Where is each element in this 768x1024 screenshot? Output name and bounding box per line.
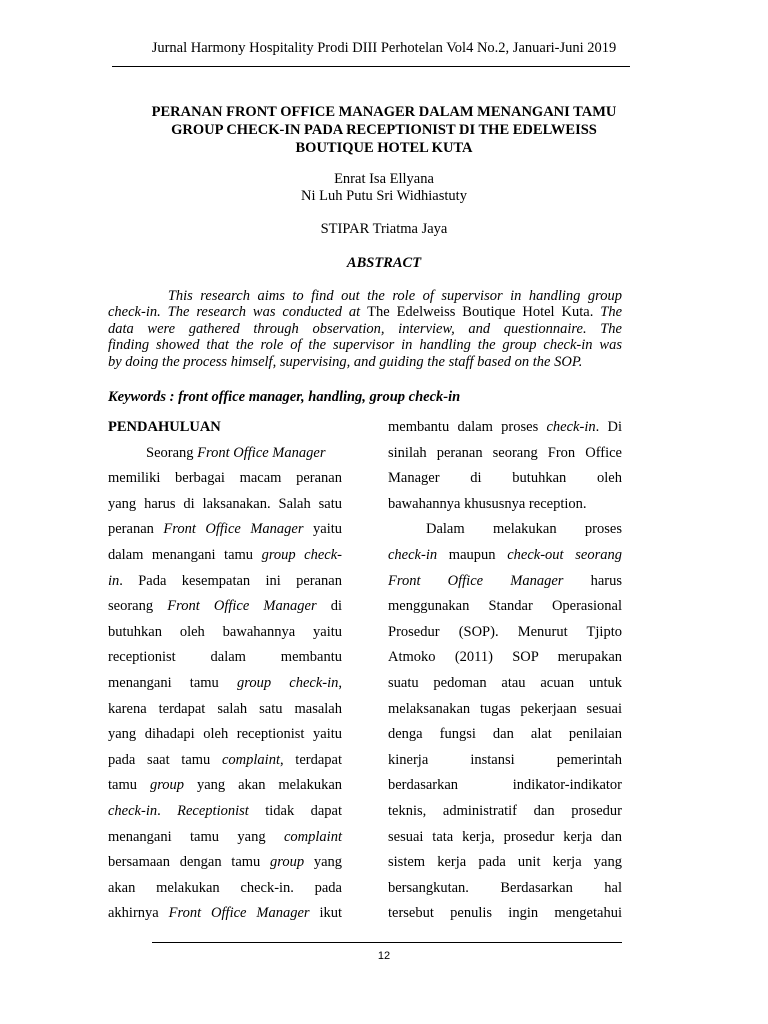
article-title-line: PERANAN FRONT OFFICE MANAGER DALAM MENANGANI TAMU xyxy=(151,104,617,120)
abstract-line: check-in. The research was conducted at The Edelweiss Boutique Hotel Kuta. The xyxy=(108,304,622,321)
paragraph-line: bersamaan dengan tamu group yang xyxy=(108,854,343,871)
paragraph-line: yang harus di laksanakan. Salah satu xyxy=(108,495,342,512)
paragraph-line: tersebut penulis ingin mengetahui xyxy=(388,905,622,922)
paragraph-line: denga fungsi dan alat penilaian xyxy=(388,726,622,743)
article-title-line: GROUP CHECK-IN PADA RECEPTIONIST DI THE EDELWEISS xyxy=(171,122,597,138)
abstract-line: This research aims to find out the role of supervisor in handling group xyxy=(108,288,622,304)
paragraph-line: pada saat tamu complaint, terdapat xyxy=(108,751,342,768)
paragraph-line: Dalam melakukan proses xyxy=(426,521,622,538)
section-heading: PENDAHULUAN xyxy=(108,419,221,435)
abstract-line: finding showed that the role of the supervisor in handling the group check-in was xyxy=(108,337,622,354)
paragraph-line: akhirnya Front Office Manager ikut xyxy=(108,905,342,922)
paragraph-line: bawahannya khususnya reception. xyxy=(388,495,587,512)
paragraph-line: tamu group yang akan melakukan xyxy=(108,777,343,794)
body-column-right xyxy=(388,415,622,927)
paragraph-line: memiliki berbagai macam peranan xyxy=(108,470,342,487)
author-name: Enrat Isa Ellyana xyxy=(334,171,434,187)
paragraph-line: menangani tamu yang complaint xyxy=(108,828,342,845)
paragraph-line: sistem kerja pada unit kerja yang xyxy=(388,854,622,871)
page-number: 12 xyxy=(377,950,391,962)
abstract-line: data were gathered through observation, interview, and questionnaire. The xyxy=(108,320,622,337)
paragraph-line: butuhkan oleh bawahannya yaitu xyxy=(108,623,342,640)
paragraph-line: bersangkutan. Berdasarkan hal xyxy=(388,879,622,896)
paragraph-line: Front Office Manager harus xyxy=(388,572,622,589)
paragraph-line: sinilah peranan seorang Fron Office xyxy=(388,444,622,461)
paragraph-line: menggunakan Standar Operasional xyxy=(388,598,622,615)
header-divider xyxy=(112,66,630,67)
paragraph-line: menangani tamu group check-in, xyxy=(108,674,342,691)
keywords: Keywords : front office manager, handling, group check-in xyxy=(108,389,461,405)
paragraph-line: yang dihadapi oleh receptionist yaitu xyxy=(108,726,342,743)
paragraph-line: dalam menangani tamu group check- xyxy=(108,546,342,563)
author-affiliation: STIPAR Triatma Jaya xyxy=(320,221,448,237)
footer-divider xyxy=(152,942,622,943)
paragraph-line: check-in. Receptionist tidak dapat xyxy=(108,802,342,819)
body-column-left xyxy=(108,415,342,927)
paragraph-line: suatu pedoman atau acuan untuk xyxy=(388,674,622,691)
abstract-line: by doing the process himself, supervising, and guiding the staff based on the SOP. xyxy=(108,353,583,370)
paragraph-line: seorang Front Office Manager di xyxy=(108,598,343,615)
author-name: Ni Luh Putu Sri Widhiastuty xyxy=(301,188,467,204)
abstract-body xyxy=(108,288,622,370)
paragraph-line: sesuai tata kerja, prosedur kerja dan xyxy=(388,828,622,845)
paragraph-line: teknis, administratif dan prosedur xyxy=(388,802,622,819)
paragraph-line: melaksanakan tugas pekerjaan sesuai xyxy=(388,700,622,717)
abstract-heading: ABSTRACT xyxy=(346,255,422,271)
paragraph-line: peranan Front Office Manager yaitu xyxy=(108,521,343,538)
paragraph-line: kinerja instansi pemerintah xyxy=(388,751,622,768)
paragraph-line: membantu dalam proses check-in. Di xyxy=(388,419,623,435)
paragraph-line: akan melakukan check-in. pada xyxy=(108,879,342,896)
paragraph-line: Atmoko (2011) SOP merupakan xyxy=(388,649,622,666)
paragraph-line: Prosedur (SOP). Menurut Tjipto xyxy=(388,623,622,640)
paragraph-line: check-in maupun check-out seorang xyxy=(388,546,623,563)
article-title xyxy=(100,103,668,157)
running-header: Jurnal Harmony Hospitality Prodi DIII Perhotelan Vol4 No.2, Januari-Juni 2019 xyxy=(151,40,617,56)
paragraph-line: Manager di butuhkan oleh xyxy=(388,470,622,487)
paragraph-line: Seorang Front Office Manager xyxy=(146,444,326,461)
paragraph-line: in. Pada kesempatan ini peranan xyxy=(108,572,342,589)
article-title-line: BOUTIQUE HOTEL KUTA xyxy=(295,140,473,156)
paragraph-line: receptionist dalam membantu xyxy=(108,649,342,666)
paragraph-line: karena terdapat salah satu masalah xyxy=(108,700,342,717)
paragraph-line: berdasarkan indikator-indikator xyxy=(388,777,622,794)
